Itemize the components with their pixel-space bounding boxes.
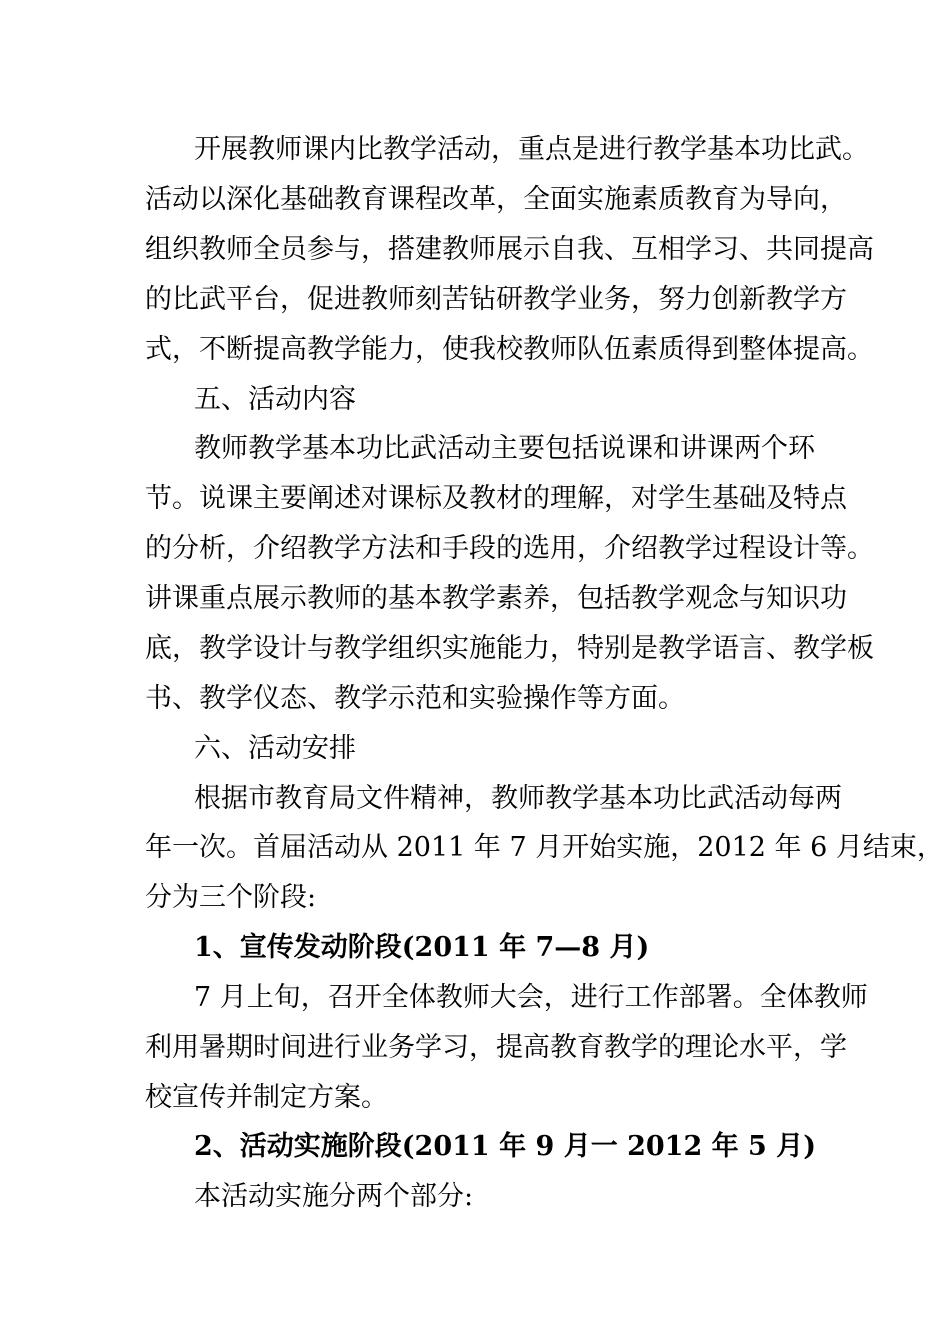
paragraph-line: 教师教学基本功比武活动主要包括说课和讲课两个环 bbox=[194, 433, 815, 464]
paragraph-line: 底，教学设计与教学组织实施能力，特别是教学语言、教学板 bbox=[145, 633, 874, 664]
paragraph-line: 书、教学仪态、教学示范和实验操作等方面。 bbox=[145, 683, 685, 714]
paragraph-line: 分为三个阶段: bbox=[145, 882, 317, 913]
paragraph-line: 活动以深化基础教育课程改革，全面实施素质教育为导向， bbox=[145, 184, 847, 215]
paragraph-line: 组织教师全员参与，搭建教师展示自我、互相学习、共同提高 bbox=[145, 234, 874, 265]
paragraph-line: 式，不断提高教学能力，使我校教师队伍素质得到整体提高。 bbox=[145, 334, 874, 365]
paragraph-line: 讲课重点展示教师的基本教学素养，包括教学观念与知识功 bbox=[145, 583, 847, 614]
section-heading: 五、活动内容 bbox=[194, 384, 356, 415]
paragraph-line: 年一次。首届活动从 2011 年 7 月开始实施，2012 年 6 月结束， bbox=[145, 832, 944, 863]
subsection-heading: 1、宣传发动阶段(2011 年 7—8 月) bbox=[194, 932, 650, 963]
subsection-heading: 2、活动实施阶段(2011 年 9 月一 2012 年 5 月) bbox=[194, 1131, 817, 1162]
section-heading: 六、活动安排 bbox=[194, 733, 356, 764]
paragraph-line: 开展教师课内比教学活动，重点是进行教学基本功比武。 bbox=[194, 134, 869, 165]
paragraph-line: 7 月上旬，召开全体教师大会，进行工作部署。全体教师 bbox=[194, 982, 868, 1013]
paragraph-line: 的比武平台，促进教师刻苦钻研教学业务，努力创新教学方 bbox=[145, 284, 847, 315]
paragraph-line: 校宣传并制定方案。 bbox=[145, 1082, 388, 1113]
paragraph-line: 的分析，介绍教学方法和手段的选用，介绍教学过程设计等。 bbox=[145, 533, 874, 564]
paragraph-line: 本活动实施分两个部分: bbox=[194, 1181, 474, 1212]
paragraph-line: 利用暑期时间进行业务学习，提高教育教学的理论水平，学 bbox=[145, 1032, 847, 1063]
paragraph-line: 根据市教育局文件精神，教师教学基本功比武活动每两 bbox=[194, 783, 842, 814]
paragraph-line: 节。说课主要阐述对课标及教材的理解，对学生基础及特点 bbox=[145, 483, 847, 514]
